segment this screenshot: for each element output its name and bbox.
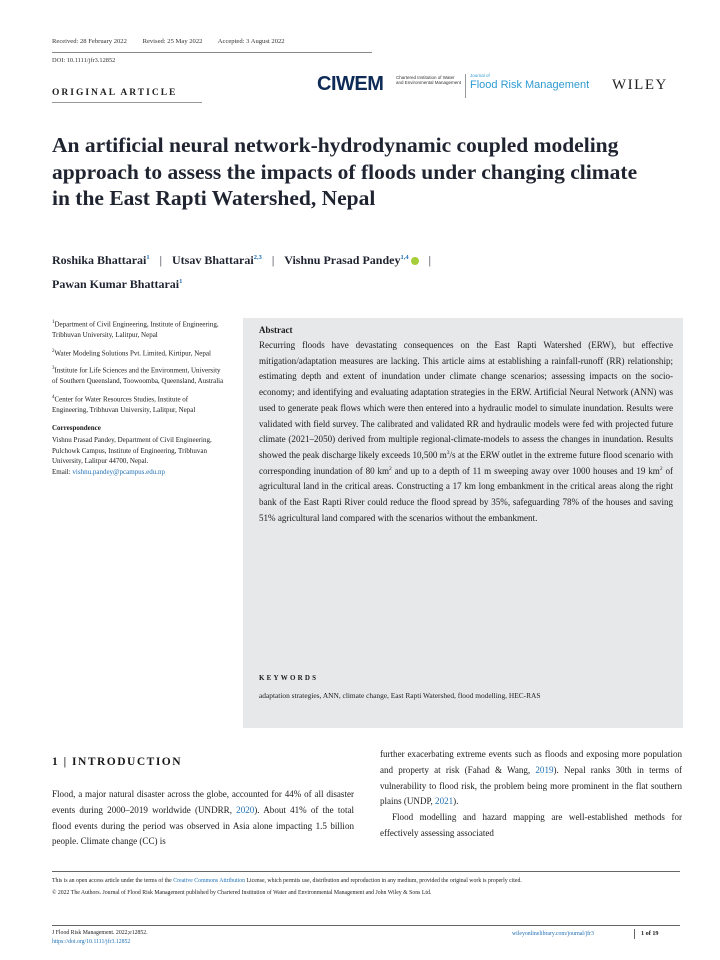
author-affil: 1 <box>146 254 150 261</box>
correspondence-text: Vishnu Prasad Pandey, Department of Civil Engineering, Pulchowk Campus, Institute of Engineering, Tribhuvan University, Lalitpur 44700, Nepal. <box>52 436 212 466</box>
page-number: 1 of 19 <box>634 929 659 939</box>
author-affil: 1,4 <box>400 254 409 261</box>
doi-url-link[interactable]: https://doi.org/10.1111/jfr3.12852 <box>52 939 131 946</box>
section-rule <box>52 102 202 103</box>
abstract-text: Recurring floods have devastating consequences on the East Rapti Watershed (ERW), but effective mitigation/adaptation measures are lacking. This article aims at establishing a rainfall-runoff (RR) relationship; estimating depth and extent of inundation under climate change scenarios; assessing impacts on the socio-economy; and identifying and evaluating adaptation strategies in the ERW. Artificial Neural Network (ANN) was used to generate peak flows which were then entered into a hydraulic model to simulate inundation. Results were validated with field survey. The calibrated and validated RR and hydraulic models were fed with projected future climate (2021–2050) derived from multiple regional-climate-models to assess the changes in inundation. Results showed the peak discharge likely exceeds 10,500 $m^3/s$ at the ERW outlet in the extreme future flood scenario with corresponding inundation of 80 $km^2$ and up to a depth of 11 m sweeping away over 1000 houses and 19 $km^2$ of agricultural land in the critical areas. Constructing a 17 km long embankment in the critical areas along the right bank of the East Rapti River could reduce the flood spread by 35%, safeguarding 78% of the houses and saving 51% agricultural land compared with the scenarios without the embankment. <box>259 340 673 523</box>
journal-citation: J Flood Risk Management. 2022;e12852. <box>52 930 148 936</box>
body-column-right <box>380 747 682 842</box>
received-date: Received: 28 February 2022 <box>52 38 127 45</box>
ciwem-logo: CIWEM <box>317 73 384 95</box>
author-affil: 1 <box>179 278 183 285</box>
revised-date: Revised: 25 May 2022 <box>142 38 203 45</box>
accepted-date: Accepted: 3 August 2022 <box>217 38 285 45</box>
paragraph: Flood, a major natural disaster across the globe, accounted for 44% of all disaster events during 2000–2019 worldwide (UNDRR, 2020). About 41% of the total flood events during the period was observed in Asia alone impacting 1.5 billion people. Climate change (CC) is <box>52 789 354 847</box>
affiliation-item: $^1$Department of Civil Engineering, Institute of Engineering, Tribhuvan University, Lalitpur, Nepal <box>52 320 219 339</box>
author-name[interactable]: Vishnu Prasad Pandey <box>284 253 401 267</box>
bottom-rule <box>52 925 680 926</box>
header-rule <box>52 52 372 53</box>
journal-url-link[interactable]: wileyonlinelibrary.com/journal/jfr3 <box>512 931 594 937</box>
section-label: ORIGINAL ARTICLE <box>52 88 178 98</box>
affiliations <box>52 318 224 483</box>
copyright-text: © 2022 The Authors. Journal of Flood Risk Management published by Chartered Institution of Water and Environmental Management and John Wiley & Sons Ltd. <box>52 889 432 896</box>
footer-rule <box>52 871 680 872</box>
citation-info <box>52 929 148 948</box>
author-separator: | <box>271 253 275 267</box>
citation-link[interactable]: 2020 <box>236 804 255 815</box>
affiliation-item: $^4$Center for Water Resources Studies, Institute of Engineering, Tribhuvan University, Lalitpur, Nepal <box>52 394 196 414</box>
license-text: This is an open access article under the terms of the Creative Commons Attribution License, which permits use, distribution and reproduction in any medium, provided the original work is properly cited. <box>52 878 522 884</box>
article-dates <box>52 38 299 45</box>
keywords-text: adaptation strategies, ANN, climate change, East Rapti Watershed, flood modelling, HEC-RAS <box>259 691 541 700</box>
citation-link[interactable]: 2019 <box>535 764 554 775</box>
journal-name: Flood Risk Management <box>470 79 590 91</box>
affiliation-item: $^3$Institute for Life Sciences and the Environment, University of Southern Queensland, Toowoomba, Queensland, Australia <box>52 366 224 386</box>
affiliation-item: $^2$Water Modeling Solutions Pvt. Limited, Kirtipur, Nepal <box>52 348 211 357</box>
doi[interactable]: DOI: 10.1111/jfr3.12852 <box>52 57 116 64</box>
paragraph: Flood modelling and hazard mapping are well-established methods for effectively assessing associated <box>380 812 682 838</box>
author-affil: 2,3 <box>253 254 262 261</box>
author-name[interactable]: Utsav Bhattarai <box>172 253 254 267</box>
correspondence-heading: Correspondence <box>52 424 101 433</box>
logo-divider <box>465 74 466 98</box>
author-separator: | <box>159 253 163 267</box>
ciwem-full-name: Chartered Institution of Water and Environmental Management <box>396 75 462 86</box>
body-column-left <box>52 787 354 850</box>
author-separator: | <box>428 253 431 267</box>
section-heading-introduction: 1 | INTRODUCTION <box>52 756 183 768</box>
author-name[interactable]: Pawan Kumar Bhattarai <box>52 277 180 291</box>
abstract-heading: Abstract <box>259 325 293 335</box>
license-notice <box>52 877 680 900</box>
article-title: An artificial neural network-hydrodynamic coupled modeling approach to assess the impacts of floods under changing climate in the East Rapti Watershed, Nepal <box>52 133 638 210</box>
citation-link[interactable]: 2021 <box>435 796 454 807</box>
orcid-icon[interactable] <box>411 257 419 265</box>
keywords-heading: KEYWORDS <box>259 674 319 682</box>
email-label: Email: <box>52 467 71 476</box>
author-name[interactable]: Roshika Bhattarai <box>52 253 147 267</box>
correspondence-email-link[interactable]: vishnu.pandey@pcampus.edu.np <box>72 467 165 476</box>
journal-logo <box>470 73 589 91</box>
author-list <box>52 247 612 295</box>
license-link[interactable]: Creative Commons Attribution <box>173 878 246 884</box>
journal-prefix: Journal of <box>470 73 490 78</box>
wiley-logo: WILEY <box>612 77 668 93</box>
paragraph: further exacerbating extreme events such as floods and exposing more population and property at risk (Fahad & Wang, 2019). Nepal ranks 30th in terms of vulnerability to flood risk, the problem being more prominent in the flat southern plains (UNDP, 2021). <box>380 749 682 807</box>
correspondence <box>52 423 224 477</box>
